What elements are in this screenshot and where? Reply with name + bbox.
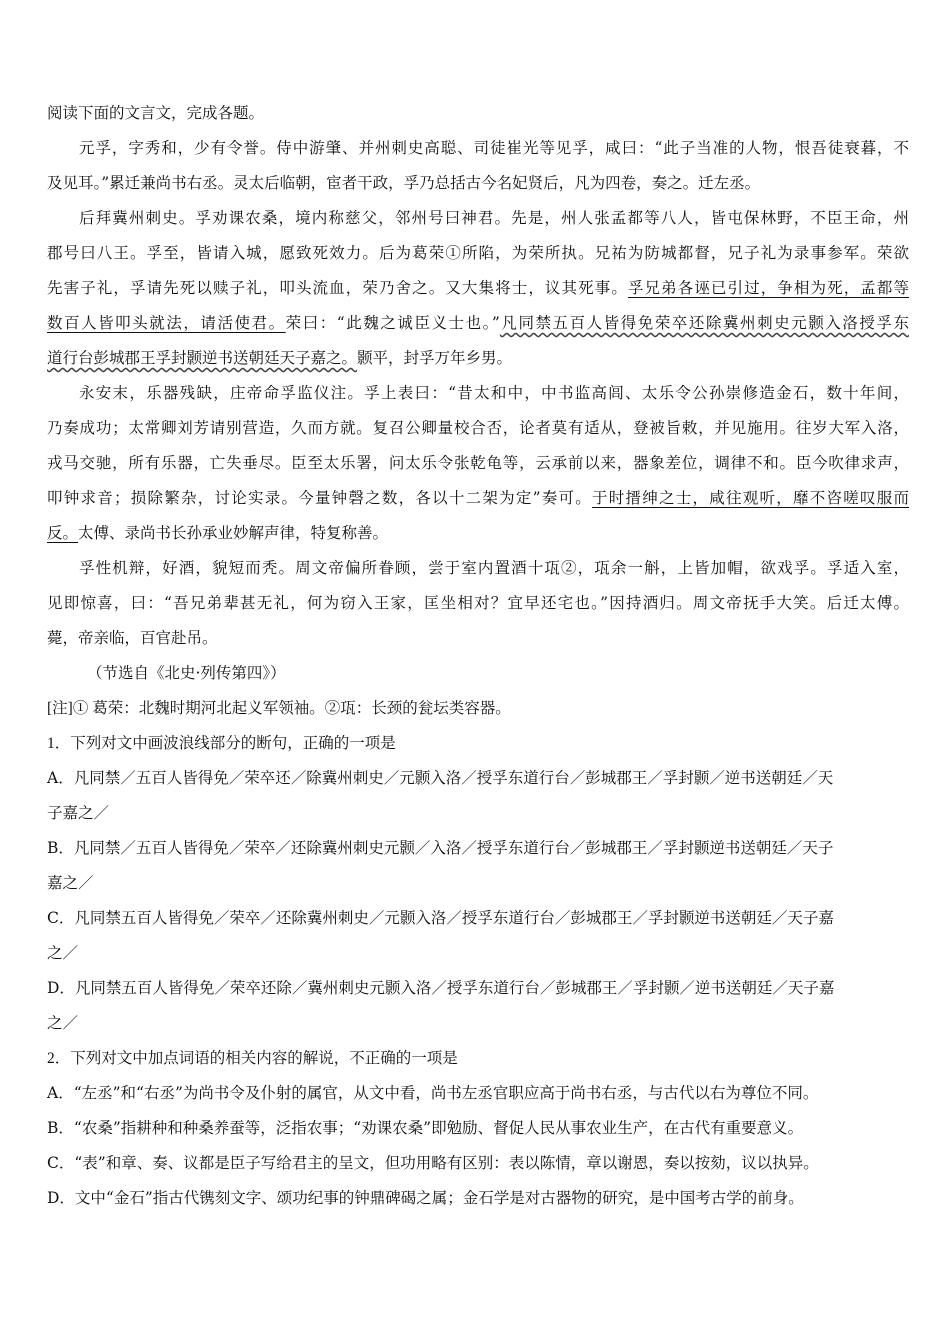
passage-line [47, 271, 909, 306]
passage-line: 薨，帝亲临，百官赴吊。 [47, 629, 218, 647]
passage-line: 见即惊喜，曰：“吾兄弟辈甚无礼，何为窃入王家，匡坐相对？宜早还宅也。”因持酒归。周文帝抚手大笑。后迁太傅。 [47, 594, 909, 612]
passage-line: 元孚，字秀和，少有令誉。侍中游肇、并州刺史高聪、司徒崔光等见孚，咸曰：“此子当准的人物，恨吾徒衰暮，不 [79, 139, 909, 157]
passage-line [47, 481, 909, 516]
option-a-continued: 子嘉之／ [47, 804, 110, 822]
passage-text: 先害子礼，孚请先死以赎子礼，叩头流血，荣乃舍之。又大集将士，议其死事。 [47, 279, 628, 297]
option-b: B．凡同禁／五百人皆得免／荣卒／还除冀州刺史元颢／入洛／授孚东道行台／彭城郡王／孚封颢逆书送朝廷／天子 [47, 839, 834, 857]
option-c: C．“表”和章、奏、议都是臣子写给君主的呈文，但功用略有区别：表以陈情，章以谢恩，奏以按劾，议以执异。 [47, 1154, 819, 1172]
source-citation: （节选自《北史·列传第四》） [87, 664, 286, 682]
passage-line: 孚性机辩，好酒，貌短而秃。周文帝偏所眷顾，尝于室内置酒十瓨②，瓨余一斛，上皆加帽，欲戏孚。孚适入室， [79, 559, 909, 577]
document-page [47, 96, 909, 1216]
annotation-note: [注]① 葛荣：北魏时期河北起义军领袖。②瓨：长颈的瓮坛类容器。 [47, 700, 511, 717]
passage-line: 戎马交驰，所有乐器，亡失垂尽。臣至太乐署，问太乐令张乾龟等，云承前以来，器象差位，调律不和。臣今吹律求声， [47, 454, 909, 472]
option-b-continued: 嘉之／ [47, 874, 94, 892]
question-1 [47, 726, 909, 1041]
option-d: D．凡同禁五百人皆得免／荣卒还除／冀州刺史元颢入洛／授孚东道行台／彭城郡王／孚封颢／逆书送朝廷／天子嘉 [47, 979, 835, 997]
wavy-underlined-sentence: 凡同禁五百人皆得免荣卒还除冀州刺史元颢入洛授孚东 [499, 314, 909, 332]
passage-line [47, 306, 909, 341]
passage-line: 后拜冀州刺史。孚劝课农桑，境内称慈父，邻州号曰神君。先是，州人张孟都等八人，皆屯保林野，不臣王命，州 [79, 209, 909, 227]
option-a: A．“左丞”和“右丞”为尚书令及仆射的属官，从文中看，尚书左丞官职应高于尚书右丞，与古代以右为尊位不同。 [47, 1084, 819, 1102]
question-stem: 1．下列对文中画波浪线部分的断句，正确的一项是 [47, 735, 396, 752]
passage-text: 太傅、录尚书长孙承业妙解声律，特复称善。 [78, 524, 389, 542]
instruction: 阅读下面的文言文，完成各题。 [47, 104, 265, 122]
question-2 [47, 1041, 909, 1216]
passage-text: 叩钟求音；损除繁杂，讨论实录。今量钟磬之数，各以十二架为定”奏可。 [47, 489, 593, 507]
option-d-continued: 之／ [47, 1014, 79, 1032]
passage-line: 乃奏成功；太常卿刘芳请别营造，久而方就。复召公卿量校合否，论者莫有适从，登被旨敕，并见施用。往岁大军入洛， [47, 419, 909, 437]
passage-line [47, 341, 909, 376]
option-c-continued: 之／ [47, 944, 79, 962]
passage-line [47, 516, 909, 551]
option-a: A．凡同禁／五百人皆得免／荣卒还／除冀州刺史／元颢入洛／授孚东道行台／彭城郡王／孚封颢／逆书送朝廷／天 [47, 769, 834, 787]
passage-line: 郡号曰八王。孚至，皆请入城，愿致死效力。后为葛荣①所陷，为荣所执。兄祐为防城都督，兄子礼为录事参军。荣欲 [47, 244, 909, 262]
option-c: C．凡同禁五百人皆得免／荣卒／还除冀州刺史／元颢入洛／授孚东道行台／彭城郡王／孚封颢逆书送朝廷／天子嘉 [47, 909, 834, 927]
underlined-sentence: 数百人皆叩头就法，请活使君。 [47, 314, 286, 332]
passage [47, 131, 909, 691]
passage-line: 永安末，乐器残缺，庄帝命孚监仪注。孚上表曰：“昔太和中，中书监高闾、太乐令公孙崇修造金石，数十年间， [79, 384, 909, 402]
passage-text: 荣曰：“此魏之诚臣义士也。” [285, 314, 500, 332]
question-stem: 2．下列对文中加点词语的相关内容的解说，不正确的一项是 [47, 1050, 458, 1067]
underlined-sentence: 反。 [47, 524, 79, 542]
passage-text: 颢平，封孚万年乡男。 [357, 349, 513, 367]
option-d: D．文中“金石”指古代镌刻文字、颂功纪事的钟鼎碑碣之属；金石学是对古器物的研究，是中国考古学的前身。 [47, 1189, 804, 1207]
underlined-sentence: 于时搢绅之士，咸往观听，靡不咨嗟叹服而 [592, 489, 909, 507]
passage-line: 及见耳。”累迁兼尚书右丞。灵太后临朝，宦者干政，孚乃总括古今名妃贤后，凡为四卷，奏之。迁左丞。 [47, 174, 761, 192]
underlined-sentence: 孚兄弟各诬已引过，争相为死，孟都等 [627, 279, 909, 297]
wavy-underlined-sentence: 道行台彭城郡王孚封颢逆书送朝廷天子嘉之。 [47, 349, 358, 367]
option-b: B．“农桑”指耕种和种桑养蚕等，泛指农事；“劝课农桑”即勉励、督促人民从事农业生产，在古代有重要意义。 [47, 1119, 804, 1137]
